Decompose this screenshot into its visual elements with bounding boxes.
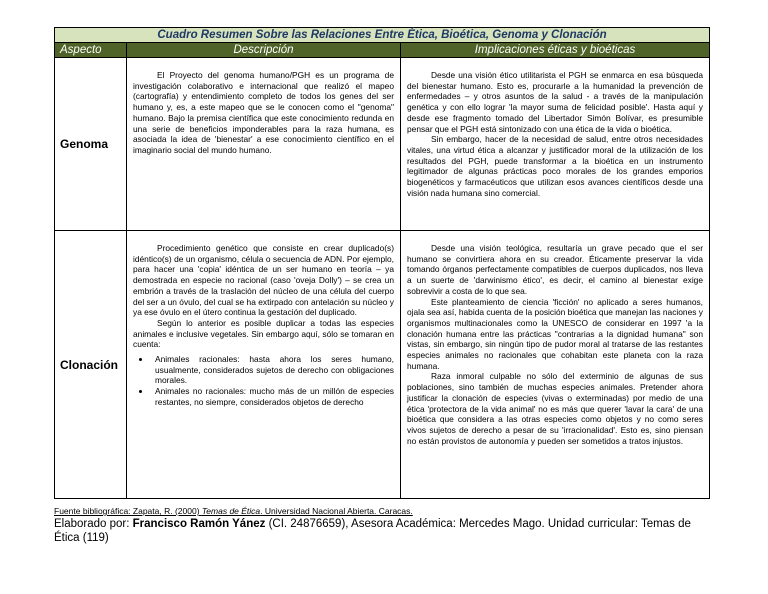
header-implications: Implicaciones éticas y bioéticas: [474, 44, 636, 56]
credits-label: Elaborado por:: [54, 518, 133, 530]
author-id: (CI. 24876659): [265, 518, 346, 530]
aspect-label: Clonación: [60, 357, 119, 372]
implications-cell: [401, 231, 709, 498]
description-paragraph: Según lo anterior es posible duplicar a todas las especies animales e inclusive vegetales. Sin embargo aquí, sólo se tomaran en cuenta:: [133, 317, 394, 350]
list-item: • Animales racionales: hasta ahora los seres humano, usualmente, considerados sujetos de derecho con obligaciones morales.: [151, 354, 394, 386]
implications-paragraph: Raza inmoral culpable no sólo del exterminio de algunas de sus poblaciones, sino también de muchas especies animales. Pretender ahora justificar la clonación de especies (vivas o exterminadas) por medio de una ética 'protectora de la vida animal' no es más que querer 'lavar la cara' de una bioética que considera a las otras especies como objetos y no como seres vivos sujetos de derecho a pesar de su 'irracionalidad'. Esto es, sino piensan no están provistos de autonomía y pueden ser sometidos a tratos injustos.: [407, 371, 703, 446]
table-row-clonacion: [55, 231, 709, 498]
implications-paragraph: Desde una visión ético utilitarista el PGH se enmarca en esa búsqueda del bienestar humano. Esto es, procurarle a la humanidad la prevención de enfermedades – y otros asuntos de la salud - a través de la manipulación genética y con ello lograr 'la mayor suma de felicidad posible'. Hasta aquí y desde ese fragmento tomado del Libertador Simón Bolívar, es presumible pensar que el PGH está sintonizado con una ética de la vida o bioética.: [407, 70, 703, 134]
implications-paragraph: Sin embargo, hacer de la necesidad de salud, entre otros necesidades vitales, una virtud ética a alcanzar y justificador moral de la utilización de los resultados del PGH, puede transformar a la bioética en un instrumento legitimador de algunas prácticas poco morales de los grandes emporios biogenéticos y farmacéuticos que utilizan esos avances científicos desde una visión nada humana sino comercial.: [407, 134, 703, 198]
description-cell: [127, 58, 401, 230]
advisor: , Asesora Académica: Mercedes Mago.: [345, 518, 545, 530]
course: Unidad curricular: Temas de Ética (119): [54, 518, 691, 544]
implications-paragraph: Desde una visión teológica, resultaría un grave pecado que el ser humano se convirtiera ahora en su creador. Éticamente preservar la vida tomando órganos perfectamente compatibles de cuerpos duplicados, nos lleva a un suerte de 'darwinismo ético', es decir, el camino al bienestar exige sobrevivir a costa de lo que sea.: [407, 243, 703, 296]
source-title: Temas de Ética: [201, 506, 261, 516]
aspect-cell: [55, 58, 127, 230]
header-description: Descripción: [127, 43, 401, 57]
summary-table: [54, 27, 710, 499]
source-suffix: . Universidad Nacional Abierta. Caracas.: [260, 506, 413, 516]
source-prefix: Fuente bibliográfica: Zapata, R. (2000): [54, 506, 202, 516]
species-list: [133, 354, 394, 408]
table-row-genoma: [55, 58, 709, 231]
author-name: Francisco Ramón Yánez: [132, 518, 266, 530]
source-citation: [54, 506, 413, 516]
table-header-row: [55, 43, 709, 58]
description-paragraph: El Proyecto del genoma humano/PGH es un programa de investigación colaborativo e internacional que realizó el mapeo (cartografía) y entendimiento completo de todos los genes del ser humano y, es, a este mapeo que se le conocen como el "genoma" humano. Bajo la premisa científica que este conocimiento redunda en una serie de beneficios imponderables para la raza humana, es asociada la idea de 'bienestar' a ese conocimiento científico en el imaginario social del mundo humano.: [133, 70, 394, 155]
table-title: Cuadro Resumen Sobre las Relaciones Entre Ética, Bioética, Genoma y Clonación: [55, 28, 709, 43]
implications-paragraph: Este planteamiento de ciencia 'ficción' no aplicado a seres humanos, ojala sea así, habida cuenta de la posición bioética que manejan las naciones y organismos multinacionales como la UNESCO de considerar en 1997 'a la clonación humana entre las prácticas "contrarias a la dignidad humana" son vistas, sin embargo, sin ningún tipo de pudor moral al tratarse de las restantes especies animales no racionales que cohabitan este planeta con la raza humana.: [407, 296, 703, 371]
aspect-cell: [55, 231, 127, 498]
header-aspect: Aspecto: [55, 43, 127, 57]
list-item: • Animales no racionales: mucho más de un millón de especies restantes, no siempre, considerados objetos de derecho: [151, 386, 394, 407]
description-cell: [127, 231, 401, 498]
credits: [54, 518, 714, 545]
aspect-label: Genoma: [60, 137, 109, 151]
implications-cell: [401, 58, 709, 230]
description-paragraph: Procedimiento genético que consiste en crear duplicado(s) idéntico(s) de un organismo, célula o secuencia de ADN. Por ejemplo, para hacer una 'copia' idéntica de un ser humano en teoría – ya demostrada en especie no racional (caso 'oveja Dolly') – se crea un embrión a través de la traslación del núcleo de una célula del cuerpo del ser a un óvulo, del cual se ha extirpado con antelación su núcleo y ya ese óvulo en el útero continua la gestación del duplicado.: [133, 243, 394, 318]
